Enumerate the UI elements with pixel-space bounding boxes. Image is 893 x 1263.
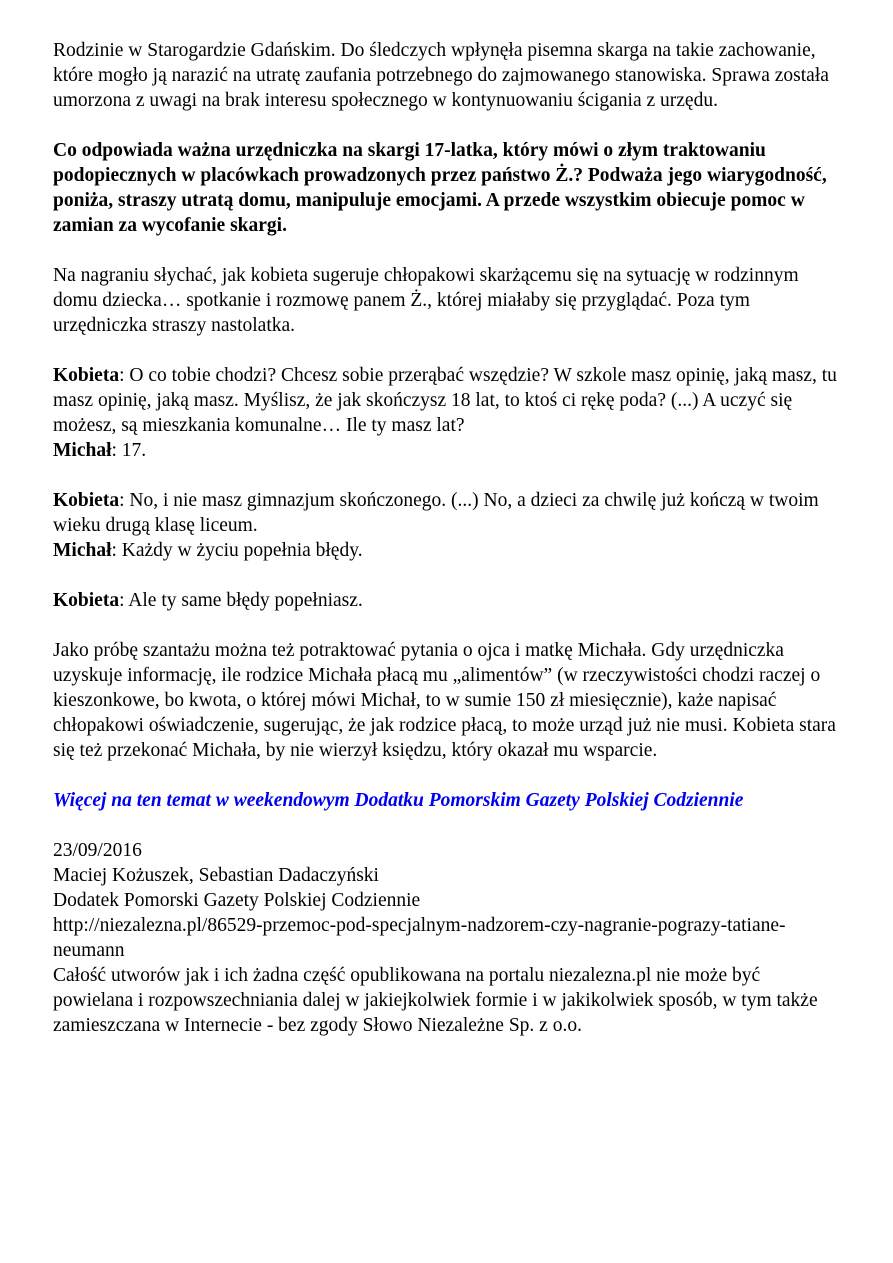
publish-date: 23/09/2016 [53,840,142,861]
speaker-kobieta: Kobieta [53,490,120,511]
dialogue-text: : Każdy w życiu popełnia błędy. [111,540,363,561]
dialogue-block-3 [53,588,843,613]
dialogue-block-2 [53,488,843,563]
publication-name: Dodatek Pomorski Gazety Polskiej Codziennie [53,890,421,911]
speaker-michal: Michał [53,540,112,561]
dialogue-text: : Ale ty same błędy popełniasz. [119,590,363,611]
speaker-kobieta: Kobieta [53,590,120,611]
dialogue-text: : No, i nie masz gimnazjum skończonego. (...) No, a dzieci za chwilę już kończą w twoim wieku drugą klasę liceum. [53,490,819,536]
source-url: http://niezalezna.pl/86529-przemoc-pod-specjalnym-nadzorem-czy-nagranie-pograzy-tatiane-neumann [53,915,786,961]
speaker-michal: Michał [53,440,112,461]
more-info-link[interactable]: Więcej na ten temat w weekendowym Dodatku Pomorskim Gazety Polskiej Codziennie [53,790,744,811]
paragraph-recording: Na nagraniu słychać, jak kobieta sugeruje chłopakowi skarżącemu się na sytuację w rodzinnym domu dziecka… spotkanie i rozmowę panem Ż., której miałaby się przyglądać. Poza tym urzędniczka straszy nastolatka. [53,265,799,336]
dialogue-text: : 17. [111,440,147,461]
speaker-kobieta: Kobieta [53,365,120,386]
article-page [53,38,843,1038]
article-meta [53,838,843,1038]
paragraph-lead-bold: Co odpowiada ważna urzędniczka na skargi 17-latka, który mówi o złym traktowaniu podopiecznych w placówkach prowadzonych przez państwo Ż.? Podważa jego wiarygodność, poniża, straszy utratą domu, manipuluje emocjami. A przede wszystkim obiecuje pomoc w zamian za wycofanie skargi. [53,140,827,236]
paragraph-intro: Rodzinie w Starogardzie Gdańskim. Do śledczych wpłynęła pisemna skarga na takie zachowanie, które mogło ją narazić na utratę zaufania potrzebnego do zajmowanego stanowiska. Sprawa została umorzona z uwagi na brak interesu społecznego w kontynuowaniu ścigania z urzędu. [53,40,829,111]
authors: Maciej Kożuszek, Sebastian Dadaczyński [53,865,379,886]
copyright-notice: Całość utworów jak i ich żadna część opublikowana na portalu niezalezna.pl nie może być powielana i rozpowszechniania dalej w jakiejkolwiek formie i w jakikolwiek sposób, w tym także zamieszczana w Internecie - bez zgody Słowo Niezależne Sp. z o.o. [53,965,818,1036]
dialogue-block-1 [53,363,843,463]
paragraph-blackmail: Jako próbę szantażu można też potraktować pytania o ojca i matkę Michała. Gdy urzędniczka uzyskuje informację, ile rodzice Michała płacą mu „alimentów” (w rzeczywistości chodzi raczej o kieszonkowe, bo kwota, o której mówi Michał, to w sumie 150 zł miesięcznie), każe napisać chłopakowi oświadczenie, sugerując, że jak rodzice płacą, to może urząd już nie musi. Kobieta stara się też przekonać Michała, by nie wierzył księdzu, który okazał mu wsparcie. [53,640,836,761]
dialogue-text: : O co tobie chodzi? Chcesz sobie przerąbać wszędzie? W szkole masz opinię, jaką masz, tu masz opinię, jaką masz. Myślisz, że jak skończysz 18 lat, to ktoś ci rękę poda? (...) A uczyć się możesz, są mieszkania komunalne… Ile ty masz lat? [53,365,837,436]
